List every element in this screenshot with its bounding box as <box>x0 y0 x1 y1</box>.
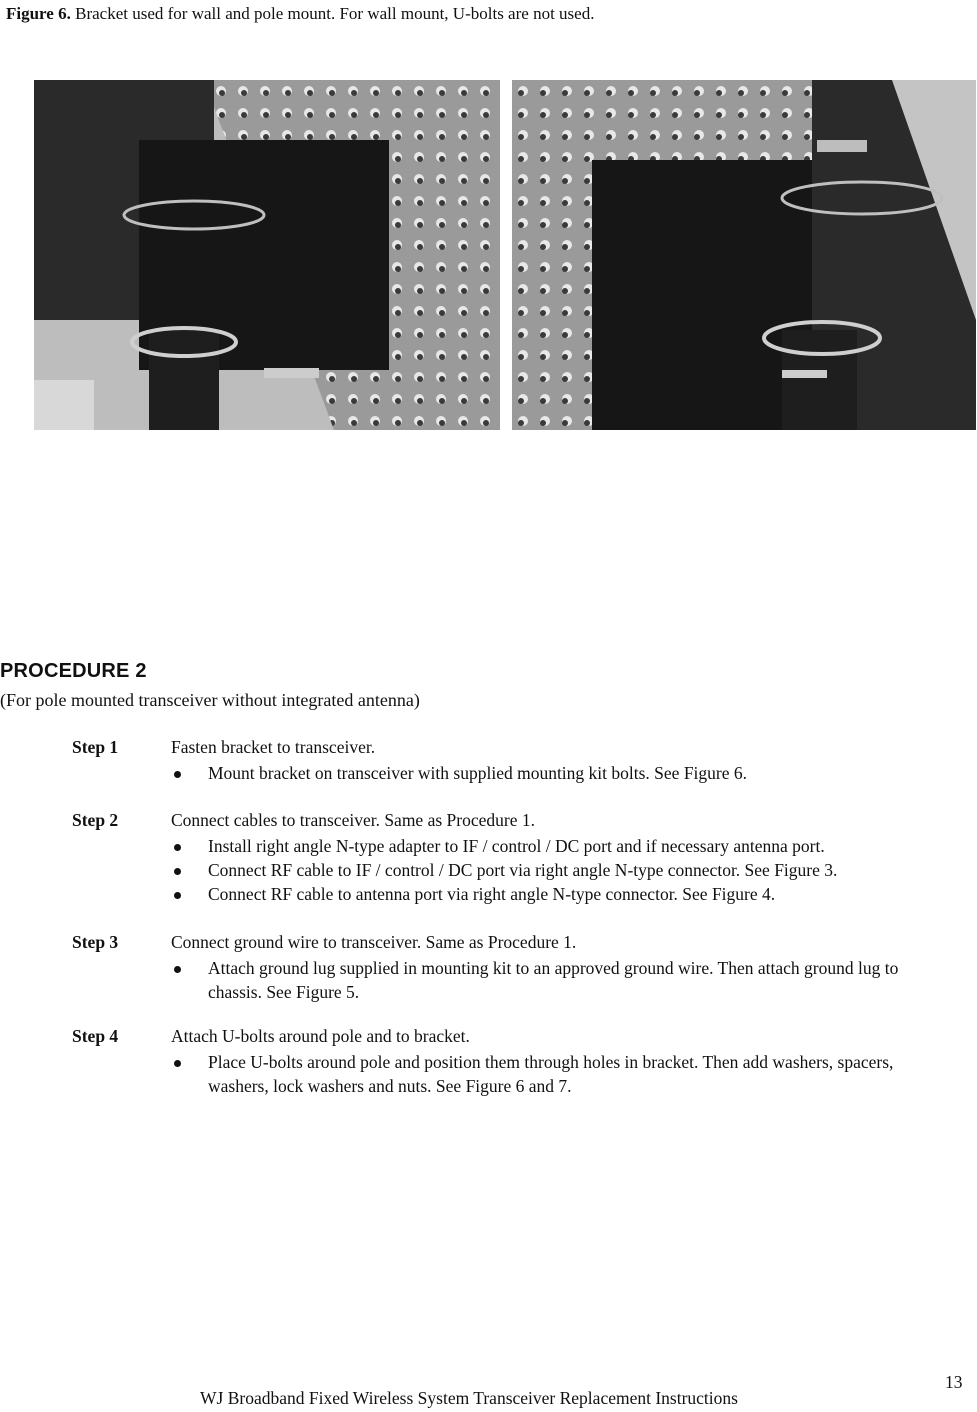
step-title: Connect ground wire to transceiver. Same as Procedure 1. <box>171 932 577 952</box>
procedure-title: PROCEDURE 2 <box>0 660 147 682</box>
step-title: Connect cables to transceiver. Same as Procedure 1. <box>171 810 535 830</box>
step-bullets <box>171 1050 948 1098</box>
bullet-item: Attach ground lug supplied in mounting kit to an approved ground wire. Then attach ground lug to chassis. See Figure 5. <box>171 956 948 1004</box>
bullet-item: Place U-bolts around pole and position them through holes in bracket. Then add washers, spacers, washers, lock washers and nuts. See Figure 6 and 7. <box>171 1050 948 1098</box>
procedure-subtitle: (For pole mounted transceiver without integrated antenna) <box>0 690 420 710</box>
page-footer: WJ Broadband Fixed Wireless System Transceiver Replacement Instructions <box>200 1388 738 1408</box>
step-label: Step 4 <box>72 1026 119 1046</box>
bullet-item: Install right angle N-type adapter to IF / control / DC port and if necessary antenna port. <box>171 834 948 858</box>
page-number: 13 <box>945 1372 963 1392</box>
step-title: Attach U-bolts around pole and to bracket. <box>171 1026 470 1046</box>
step-label: Step 1 <box>72 737 119 757</box>
step-label: Step 3 <box>72 932 119 952</box>
step-title: Fasten bracket to transceiver. <box>171 737 376 757</box>
bullet-item: Connect RF cable to IF / control / DC port via right angle N-type connector. See Figure 3. <box>171 858 948 882</box>
bullet-item: Mount bracket on transceiver with supplied mounting kit bolts. See Figure 6. <box>171 761 948 785</box>
figure-label: Figure 6. <box>6 4 71 23</box>
step-bullets <box>171 834 948 906</box>
bullet-item: Connect RF cable to antenna port via right angle N-type connector. See Figure 4. <box>171 882 948 906</box>
step-bullets <box>171 956 948 1004</box>
step-label: Step 2 <box>72 810 119 830</box>
bracket-photo-left <box>34 80 500 430</box>
bracket-photo-right <box>512 80 976 430</box>
step-bullets <box>171 761 948 785</box>
figure-caption-text: Bracket used for wall and pole mount. For wall mount, U-bolts are not used. <box>70 4 595 23</box>
figure-caption <box>6 4 594 24</box>
